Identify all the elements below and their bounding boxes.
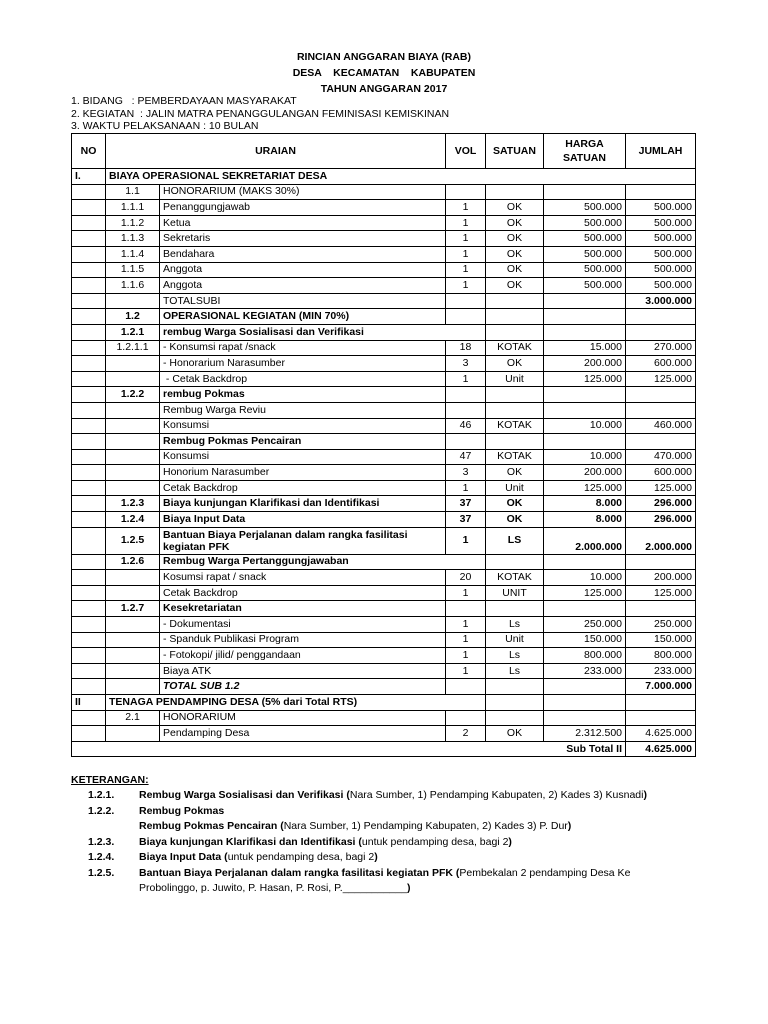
subtotal-label: TOTALSUBI	[160, 293, 446, 309]
table-row	[72, 324, 696, 340]
row-code: 1.2.3	[106, 496, 160, 512]
title-line-3: TAHUN ANGGARAN 2017	[320, 83, 448, 95]
row-satuan: KOTAK	[486, 570, 544, 586]
table-row	[72, 184, 696, 200]
section-label: TENAGA PENDAMPING DESA (5% dari Total RTS)	[106, 695, 486, 711]
row-label: rembug Pokmas	[160, 387, 446, 403]
row-label: Rembug Warga Reviu	[160, 402, 446, 418]
row-vol: 20	[446, 570, 486, 586]
note-item	[71, 804, 711, 820]
row-satuan: Unit	[486, 371, 544, 387]
notes-heading: KETERANGAN:	[71, 774, 149, 786]
title-line-1: RINCIAN ANGGARAN BIAYA (RAB)	[296, 51, 472, 63]
note-bold: Rembug Warga Sosialisasi dan Verifikasi (	[139, 789, 350, 801]
row-code: 1.1.1	[106, 200, 160, 216]
row-harga: 125.000	[544, 371, 626, 387]
row-satuan: OK	[486, 512, 544, 528]
table-row	[72, 465, 696, 481]
row-satuan: OK	[486, 200, 544, 216]
row-jumlah: 460.000	[626, 418, 696, 434]
row-vol: 1	[446, 262, 486, 278]
budget-table	[71, 133, 696, 757]
row-label: Bendahara	[160, 246, 446, 262]
table-row	[72, 554, 696, 570]
note-end: )	[508, 835, 512, 848]
note-item	[71, 850, 711, 866]
row-code: 1.1	[106, 184, 160, 200]
note-bold: Biaya Input Data (	[139, 851, 228, 863]
row-code: 1.2.1	[106, 324, 160, 340]
row-label: Penanggungjawab	[160, 200, 446, 216]
row-satuan: OK	[486, 231, 544, 247]
row-satuan: OK	[486, 726, 544, 742]
row-harga: 15.000	[544, 340, 626, 356]
row-harga: 125.000	[544, 585, 626, 601]
row-harga: 10.000	[544, 570, 626, 586]
row-jumlah: 125.000	[626, 480, 696, 496]
row-satuan: OK	[486, 246, 544, 262]
row-satuan: LS	[486, 527, 544, 554]
row-harga: 233.000	[544, 663, 626, 679]
note-text: Pembekalan 2 pendamping Desa Ke	[459, 866, 631, 879]
row-satuan: Ls	[486, 648, 544, 664]
table-row	[72, 726, 696, 742]
row-vol: 1	[446, 585, 486, 601]
table-row	[72, 231, 696, 247]
row-label: Kesekretariatan	[160, 601, 446, 617]
subtotal-row	[72, 741, 696, 757]
table-row	[72, 710, 696, 726]
note-text: untuk pendamping desa, bagi 2	[361, 835, 509, 848]
row-vol: 1	[446, 648, 486, 664]
note-text: untuk pendamping desa, bagi 2	[227, 851, 375, 863]
row-jumlah: 500.000	[626, 278, 696, 294]
activity-meta	[71, 95, 449, 133]
row-harga: 8.000	[544, 496, 626, 512]
table-row	[72, 663, 696, 679]
row-code: 1.2.2	[106, 387, 160, 403]
note-bold: Rembug Pokmas Pencairan (	[139, 820, 284, 832]
table-row	[72, 387, 696, 403]
row-harga: 10.000	[544, 449, 626, 465]
row-harga: 500.000	[544, 278, 626, 294]
row-jumlah: 600.000	[626, 465, 696, 481]
row-vol: 1	[446, 527, 486, 554]
meta-bidang: 1. BIDANG : PEMBERDAYAAN MASYARAKAT	[71, 95, 297, 107]
row-satuan: OK	[486, 262, 544, 278]
table-row	[72, 585, 696, 601]
row-code: 1.2.4	[106, 512, 160, 528]
table-row	[72, 480, 696, 496]
row-code: 2.1	[106, 710, 160, 726]
table-row	[72, 371, 696, 387]
row-vol: 1	[446, 480, 486, 496]
row-label: - Honorarium Narasumber	[160, 356, 446, 372]
subtotal-value: 7.000.000	[626, 679, 696, 695]
row-satuan: KOTAK	[486, 449, 544, 465]
row-jumlah: 150.000	[626, 632, 696, 648]
note-item	[71, 881, 711, 897]
section-no: II	[72, 695, 106, 711]
row-vol: 1	[446, 371, 486, 387]
row-harga: 125.000	[544, 480, 626, 496]
row-satuan: OK	[486, 215, 544, 231]
table-row	[72, 570, 696, 586]
row-harga: 10.000	[544, 418, 626, 434]
row-label: Rembug Pokmas Pencairan	[160, 434, 446, 450]
table-row	[72, 496, 696, 512]
row-jumlah: 600.000	[626, 356, 696, 372]
row-code: 1.2.1.1	[106, 340, 160, 356]
table-row	[72, 449, 696, 465]
subtotal-label: Sub Total II	[72, 741, 626, 757]
note-number: 1.2.2.	[88, 804, 115, 817]
row-code: 1.1.6	[106, 278, 160, 294]
note-bold: Biaya kunjungan Klarifikasi dan Identifikasi (	[139, 835, 362, 848]
table-row	[72, 402, 696, 418]
table-header-row	[72, 134, 696, 169]
row-label: Honorium Narasumber	[160, 465, 446, 481]
note-item	[71, 788, 711, 804]
row-label: Anggota	[160, 278, 446, 294]
section-row	[72, 695, 696, 711]
subtotal-value: 3.000.000	[626, 293, 696, 309]
row-vol: 1	[446, 246, 486, 262]
note-item	[71, 835, 711, 851]
row-label: - Fotokopi/ jilid/ penggandaan	[160, 648, 446, 664]
row-jumlah: 500.000	[626, 262, 696, 278]
table-row	[72, 278, 696, 294]
subtotal-row	[72, 679, 696, 695]
table-row	[72, 418, 696, 434]
header-jumlah: JUMLAH	[626, 134, 696, 169]
section-row	[72, 169, 696, 185]
row-vol: 47	[446, 449, 486, 465]
table-row	[72, 512, 696, 528]
note-bold: Rembug Pokmas	[139, 804, 225, 817]
row-code: 1.2.5	[106, 527, 160, 554]
row-harga: 500.000	[544, 246, 626, 262]
table-row	[72, 601, 696, 617]
row-code: 1.2	[106, 309, 160, 325]
row-vol: 2	[446, 726, 486, 742]
row-jumlah: 500.000	[626, 200, 696, 216]
header-uraian: URAIAN	[106, 134, 446, 169]
row-vol: 18	[446, 340, 486, 356]
row-label: OPERASIONAL KEGIATAN (MIN 70%)	[160, 309, 446, 325]
note-item	[71, 819, 711, 835]
row-vol: 1	[446, 632, 486, 648]
row-satuan: Ls	[486, 663, 544, 679]
row-vol: 3	[446, 465, 486, 481]
row-code: 1.1.5	[106, 262, 160, 278]
row-vol: 1	[446, 200, 486, 216]
table-row	[72, 215, 696, 231]
row-vol: 37	[446, 512, 486, 528]
row-label: Konsumsi	[160, 418, 446, 434]
row-label: - Spanduk Publikasi Program	[160, 632, 446, 648]
table-row	[72, 200, 696, 216]
row-jumlah: 2.000.000	[626, 527, 696, 554]
note-text: Nara Sumber, 1) Pendamping Kabupaten, 2) Kades 3) P. Dur	[283, 820, 568, 832]
table-row	[72, 527, 696, 554]
table-row	[72, 617, 696, 633]
row-label: Biaya kunjungan Klarifikasi dan Identifikasi	[160, 496, 446, 512]
row-label: Cetak Backdrop	[160, 480, 446, 496]
row-label: - Konsumsi rapat /snack	[160, 340, 446, 356]
document-title	[0, 49, 768, 97]
row-vol: 1	[446, 231, 486, 247]
table-row	[72, 434, 696, 450]
row-jumlah: 470.000	[626, 449, 696, 465]
note-number: 1.2.3.	[88, 835, 115, 848]
note-number: 1.2.4.	[88, 851, 115, 863]
note-number: 1.2.1.	[88, 789, 115, 801]
row-label: - Cetak Backdrop	[160, 371, 446, 387]
header-satuan: SATUAN	[486, 134, 544, 169]
row-label: HONORARIUM (MAKS 30%)	[160, 184, 446, 200]
row-satuan: OK	[486, 356, 544, 372]
table-row	[72, 356, 696, 372]
row-label: Biaya ATK	[160, 663, 446, 679]
row-jumlah: 270.000	[626, 340, 696, 356]
title-line-2: DESA KECAMATAN KABUPATEN	[292, 67, 476, 79]
row-vol: 1	[446, 215, 486, 231]
row-label: Ketua	[160, 215, 446, 231]
row-label: Biaya Input Data	[160, 512, 446, 528]
table-row	[72, 246, 696, 262]
row-satuan: OK	[486, 278, 544, 294]
header-vol: VOL	[446, 134, 486, 169]
row-code: 1.1.2	[106, 215, 160, 231]
row-satuan: OK	[486, 465, 544, 481]
note-bold: Bantuan Biaya Perjalanan dalam rangka fasilitasi kegiatan PFK (	[139, 866, 460, 879]
row-harga: 800.000	[544, 648, 626, 664]
row-jumlah: 296.000	[626, 512, 696, 528]
row-satuan: Ls	[486, 617, 544, 633]
table-row	[72, 262, 696, 278]
row-code: 1.1.4	[106, 246, 160, 262]
row-harga: 200.000	[544, 356, 626, 372]
row-satuan: KOTAK	[486, 418, 544, 434]
row-label: Anggota	[160, 262, 446, 278]
subtotal-label: TOTAL SUB 1.2	[160, 679, 446, 695]
row-harga: 150.000	[544, 632, 626, 648]
row-label: Pendamping Desa	[160, 726, 446, 742]
row-harga: 8.000	[544, 512, 626, 528]
section-no: I.	[72, 169, 106, 185]
row-jumlah: 500.000	[626, 231, 696, 247]
row-code: 1.2.6	[106, 554, 160, 570]
meta-kegiatan: 2. KEGIATAN : JALIN MATRA PENANGGULANGAN FEMINISASI KEMISKINAN	[71, 107, 450, 120]
header-no: NO	[72, 134, 106, 169]
row-harga: 500.000	[544, 215, 626, 231]
row-label: rembug Warga Sosialisasi dan Verifikasi	[160, 324, 486, 340]
section-label: BIAYA OPERASIONAL SEKRETARIAT DESA	[106, 169, 696, 185]
table-row	[72, 648, 696, 664]
row-harga: 500.000	[544, 231, 626, 247]
row-label: - Dokumentasi	[160, 617, 446, 633]
row-harga: 250.000	[544, 617, 626, 633]
row-vol: 1	[446, 663, 486, 679]
row-jumlah: 233.000	[626, 663, 696, 679]
row-label: Sekretaris	[160, 231, 446, 247]
row-satuan: OK	[486, 496, 544, 512]
note-number: 1.2.5.	[88, 866, 115, 879]
row-satuan: Unit	[486, 632, 544, 648]
note-text: Nara Sumber, 1) Pendamping Kabupaten, 2) Kades 3) Kusnadi	[349, 789, 644, 801]
row-satuan: Unit	[486, 480, 544, 496]
row-harga: 2.000.000	[544, 527, 626, 554]
row-jumlah: 125.000	[626, 585, 696, 601]
row-harga: 200.000	[544, 465, 626, 481]
note-end: )	[374, 851, 378, 863]
row-jumlah: 200.000	[626, 570, 696, 586]
subtotal-row	[72, 293, 696, 309]
row-harga: 500.000	[544, 200, 626, 216]
row-vol: 1	[446, 617, 486, 633]
row-vol: 46	[446, 418, 486, 434]
row-jumlah: 500.000	[626, 246, 696, 262]
row-label: Bantuan Biaya Perjalanan dalam rangka fasilitasi kegiatan PFK	[160, 527, 446, 554]
row-label: Kosumsi rapat / snack	[160, 570, 446, 586]
row-code: 1.1.3	[106, 231, 160, 247]
row-satuan: KOTAK	[486, 340, 544, 356]
row-label: Konsumsi	[160, 449, 446, 465]
notes-section	[71, 773, 711, 897]
row-harga: 2.312.500	[544, 726, 626, 742]
header-harga-satuan: HARGA SATUAN	[544, 134, 626, 169]
note-end: )	[567, 820, 572, 832]
note-item	[71, 866, 711, 882]
row-harga: 500.000	[544, 262, 626, 278]
meta-waktu: 3. WAKTU PELAKSANAAN : 10 BULAN	[71, 120, 259, 132]
row-jumlah: 500.000	[626, 215, 696, 231]
row-jumlah: 250.000	[626, 617, 696, 633]
row-label: Rembug Warga Pertanggungjawaban	[160, 554, 486, 570]
row-vol: 1	[446, 278, 486, 294]
row-jumlah: 296.000	[626, 496, 696, 512]
row-vol: 3	[446, 356, 486, 372]
row-label: HONORARIUM	[160, 710, 446, 726]
row-vol: 37	[446, 496, 486, 512]
table-row	[72, 309, 696, 325]
row-satuan: UNIT	[486, 585, 544, 601]
row-label: Cetak Backdrop	[160, 585, 446, 601]
table-row	[72, 340, 696, 356]
row-jumlah: 125.000	[626, 371, 696, 387]
table-row	[72, 632, 696, 648]
note-end: )	[406, 882, 411, 894]
row-jumlah: 800.000	[626, 648, 696, 664]
note-text: Probolinggo, p. Juwito, P. Hasan, P. Rosi, P.___________	[139, 882, 407, 894]
row-code: 1.2.7	[106, 601, 160, 617]
row-jumlah: 4.625.000	[626, 726, 696, 742]
note-end: )	[643, 789, 647, 801]
subtotal-value: 4.625.000	[626, 741, 696, 757]
